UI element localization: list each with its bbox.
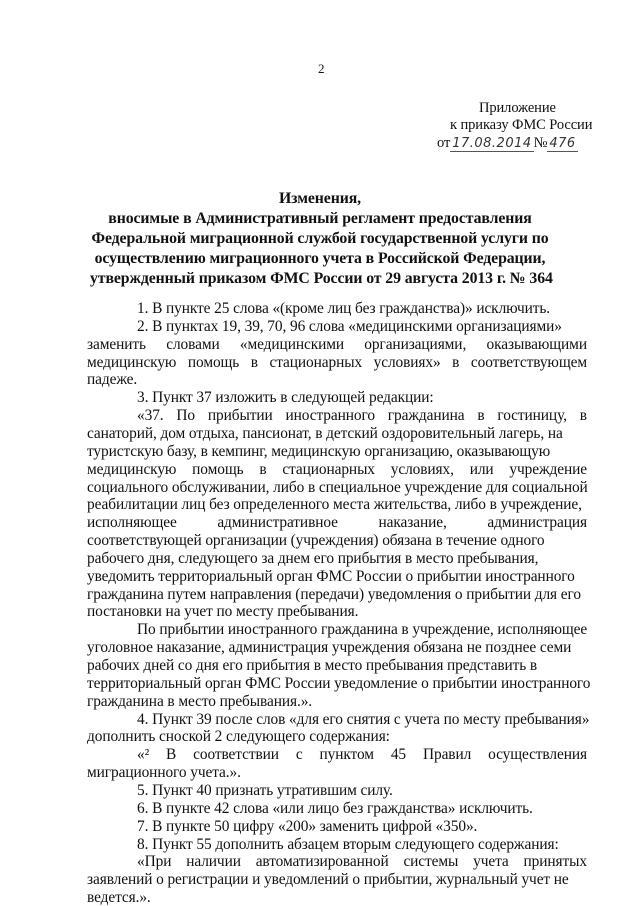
annex-handwritten-number: 476 <box>549 136 576 151</box>
body-line: гражданина путем направления (передачи) уведомления о прибытии для его <box>87 585 581 603</box>
body-line-justified: заменить словами «медицинскими организациями, оказывающими <box>87 335 587 353</box>
body-line: уведомить территориальный орган ФМС России о прибытии иностранного <box>87 567 575 585</box>
body-line-justified: медицинскую помощь в стационарных условиях» в соответствующем <box>87 353 587 371</box>
body-line: рабочего дня, следующего за днем его прибытия в место пребывания, <box>87 549 539 567</box>
annex-handwritten-date: 17.08.2014 <box>452 136 532 151</box>
page-number: 2 <box>318 61 325 76</box>
title-line-4: осуществлению миграционного учета в Российской Федерации, <box>94 250 546 267</box>
body-line: реабилитации лиц без определенного места жительства, либо в учреждение, <box>87 496 582 514</box>
body-line-justified: «При наличии автоматизированной системы учета принятых <box>137 853 587 871</box>
title-line-1: Изменения, <box>279 190 361 207</box>
body-line: соответствующей организации (учреждения) обязана в течение одного <box>87 532 545 549</box>
body-line: 5. Пункт 40 признать утратившим силу. <box>137 781 393 799</box>
body-line-justified: «² В соответствии с пунктом 45 Правил осуществления <box>137 746 587 764</box>
annex-line-1: Приложение <box>479 100 556 116</box>
body-line-justified: медицинскую помощь в стационарных условиях, или учреждение <box>87 460 587 478</box>
body-line: территориальный орган ФМС России уведомление о прибытии иностранного <box>87 674 591 692</box>
body-line: туристскую базу, в кемпинг, медицинскую организацию, оказывающую <box>87 442 551 460</box>
annex-date-prefix: от <box>437 135 451 151</box>
body-line: 2. В пунктах 19, 39, 70, 96 слова «медицинскими организациями» <box>137 317 562 335</box>
body-line: заявлений о регистрации и уведомлений о прибытии, журнальный учет не <box>87 871 569 889</box>
body-line: падеже. <box>87 371 138 389</box>
body-line: постановки на учет по месту пребывания. <box>87 603 359 621</box>
body-line: дополнить сноской 2 следующего содержания: <box>87 728 390 746</box>
title-line-5: утвержденный приказом ФМС России от 29 августа 2013 г. № 364 <box>90 270 553 287</box>
title-line-3: Федеральной миграционной службой государственной услуги по <box>91 230 549 247</box>
body-line-justified: исполняющее административное наказание, администрация <box>87 514 587 532</box>
body-line: 6. В пункте 42 слова «или лицо без гражданства» исключить. <box>137 799 533 817</box>
annex-line-2: к приказу ФМС России <box>450 117 593 133</box>
body-line: 8. Пункт 55 дополнить абзацем вторым следующего содержания: <box>137 835 559 853</box>
annex-number-prefix: № <box>533 135 548 151</box>
body-line: миграционного учета.». <box>87 764 241 782</box>
body-line: уголовное наказание, администрация учреждения обязана не позднее семи <box>87 639 572 657</box>
body-line: санаторий, дом отдыха, пансионат, в детский оздоровительный лагерь, на <box>87 424 563 442</box>
body-line: 7. В пункте 50 цифру «200» заменить цифрой «350». <box>137 817 478 835</box>
body-line-justified: «37. По прибытии иностранного гражданина в гостиницу, в <box>137 407 587 425</box>
body-line: По прибытии иностранного гражданина в учреждение, исполняющее <box>137 621 588 639</box>
body-line: 1. В пункте 25 слова «(кроме лиц без гражданства)» исключить. <box>137 300 551 317</box>
body-line: ведется.». <box>87 889 151 906</box>
body-line: 4. Пункт 39 после слов «для его снятия с учета по месту пребывания» <box>137 710 590 728</box>
body-line: социального обслуживании, либо в специальное учреждение для социальной <box>87 478 588 496</box>
title-line-2: вносимые в Административный регламент предоставления <box>108 210 532 227</box>
body-line: гражданина в место пребывания.». <box>87 692 313 710</box>
annex-date-line <box>437 136 578 151</box>
body-line: 3. Пункт 37 изложить в следующей редакции: <box>137 389 434 407</box>
body-line: рабочих дней со дня его прибытия в место пребывания представить в <box>87 657 538 674</box>
